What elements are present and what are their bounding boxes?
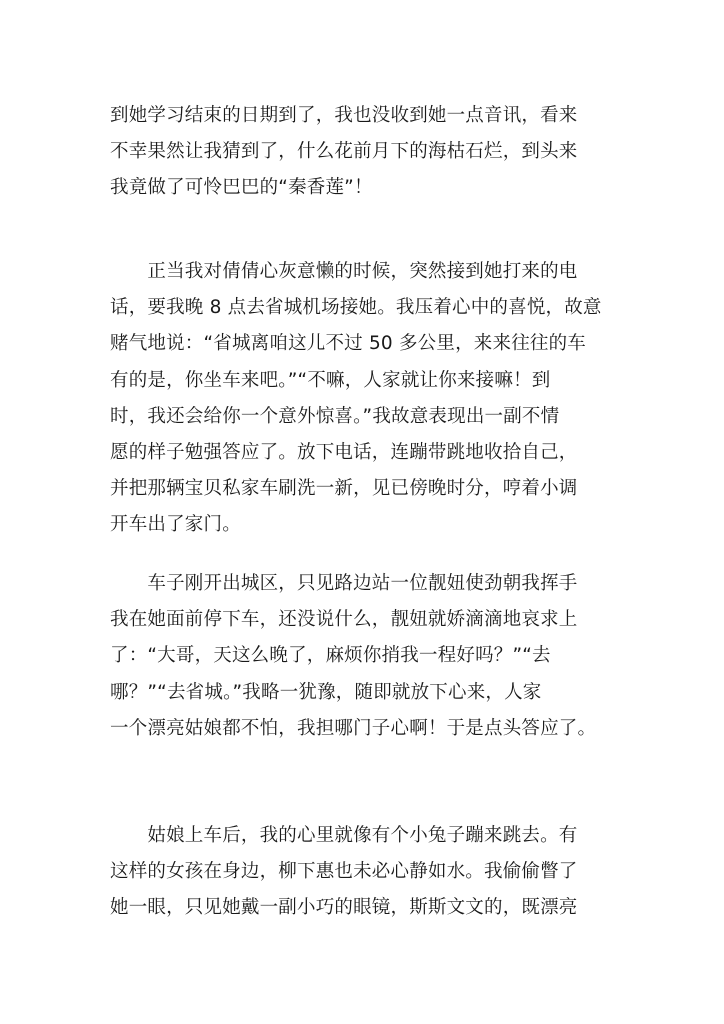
text-line: 正当我对倩倩心灰意懒的时候，突然接到她打来的电 bbox=[110, 261, 578, 282]
paragraph-2 bbox=[110, 254, 620, 544]
text-line: 不幸果然让我猜到了，什么花前月下的海枯石烂，到头来 bbox=[110, 141, 578, 163]
text-line: 时，我还会给你一个意外惊喜。”我故意表现出一副不情 bbox=[110, 405, 560, 427]
text-line: 这样的女孩在身边，柳下惠也未必心静如水。我偷偷瞥了 bbox=[110, 861, 578, 883]
paragraph-4 bbox=[110, 818, 620, 927]
text-line: 并把那辆宝贝私家车刷洗一新，见已傍晚时分，哼着小调 bbox=[110, 478, 578, 500]
text-line: 愿的样子勉强答应了。放下电话，连蹦带跳地收拾自己， bbox=[110, 441, 578, 463]
text-line: 哪？”“去省城。”我略一犹豫，随即就放下心来，人家 bbox=[110, 681, 542, 703]
text-line: 我在她面前停下车，还没说什么，靓妞就娇滴滴地哀求上 bbox=[110, 609, 578, 631]
text-line: 开车出了家门。 bbox=[110, 514, 241, 536]
text-line: 赌气地说：“省城离咱这儿不过 50 多公里，来来往往的车 bbox=[110, 333, 586, 355]
text-line: 我竟做了可怜巴巴的“秦香莲”！ bbox=[110, 177, 373, 199]
text-line: 她一眼，只见她戴一副小巧的眼镜，斯斯文文的，既漂亮 bbox=[110, 897, 578, 919]
paragraph-3 bbox=[110, 566, 620, 747]
paragraph-1 bbox=[110, 98, 620, 207]
text-line: 姑娘上车后，我的心里就像有个小兔子蹦来跳去。有 bbox=[110, 825, 578, 846]
text-line: 话，要我晚 8 点去省城机场接她。我压着心中的喜悦，故意 bbox=[110, 297, 602, 319]
text-line: 了：“大哥，天这么晚了，麻烦你捎我一程好吗？”“去 bbox=[110, 645, 551, 667]
text-line: 一个漂亮姑娘都不怕，我担哪门子心啊！于是点头答应了。 bbox=[110, 717, 597, 739]
text-line: 车子刚开出城区，只见路边站一位靓妞使劲朝我挥手 bbox=[110, 573, 578, 594]
text-line: 有的是，你坐车来吧。”“不嘛，人家就让你来接嘛！到 bbox=[110, 369, 551, 391]
text-line: 到她学习结束的日期到了，我也没收到她一点音讯，看来 bbox=[110, 105, 578, 126]
